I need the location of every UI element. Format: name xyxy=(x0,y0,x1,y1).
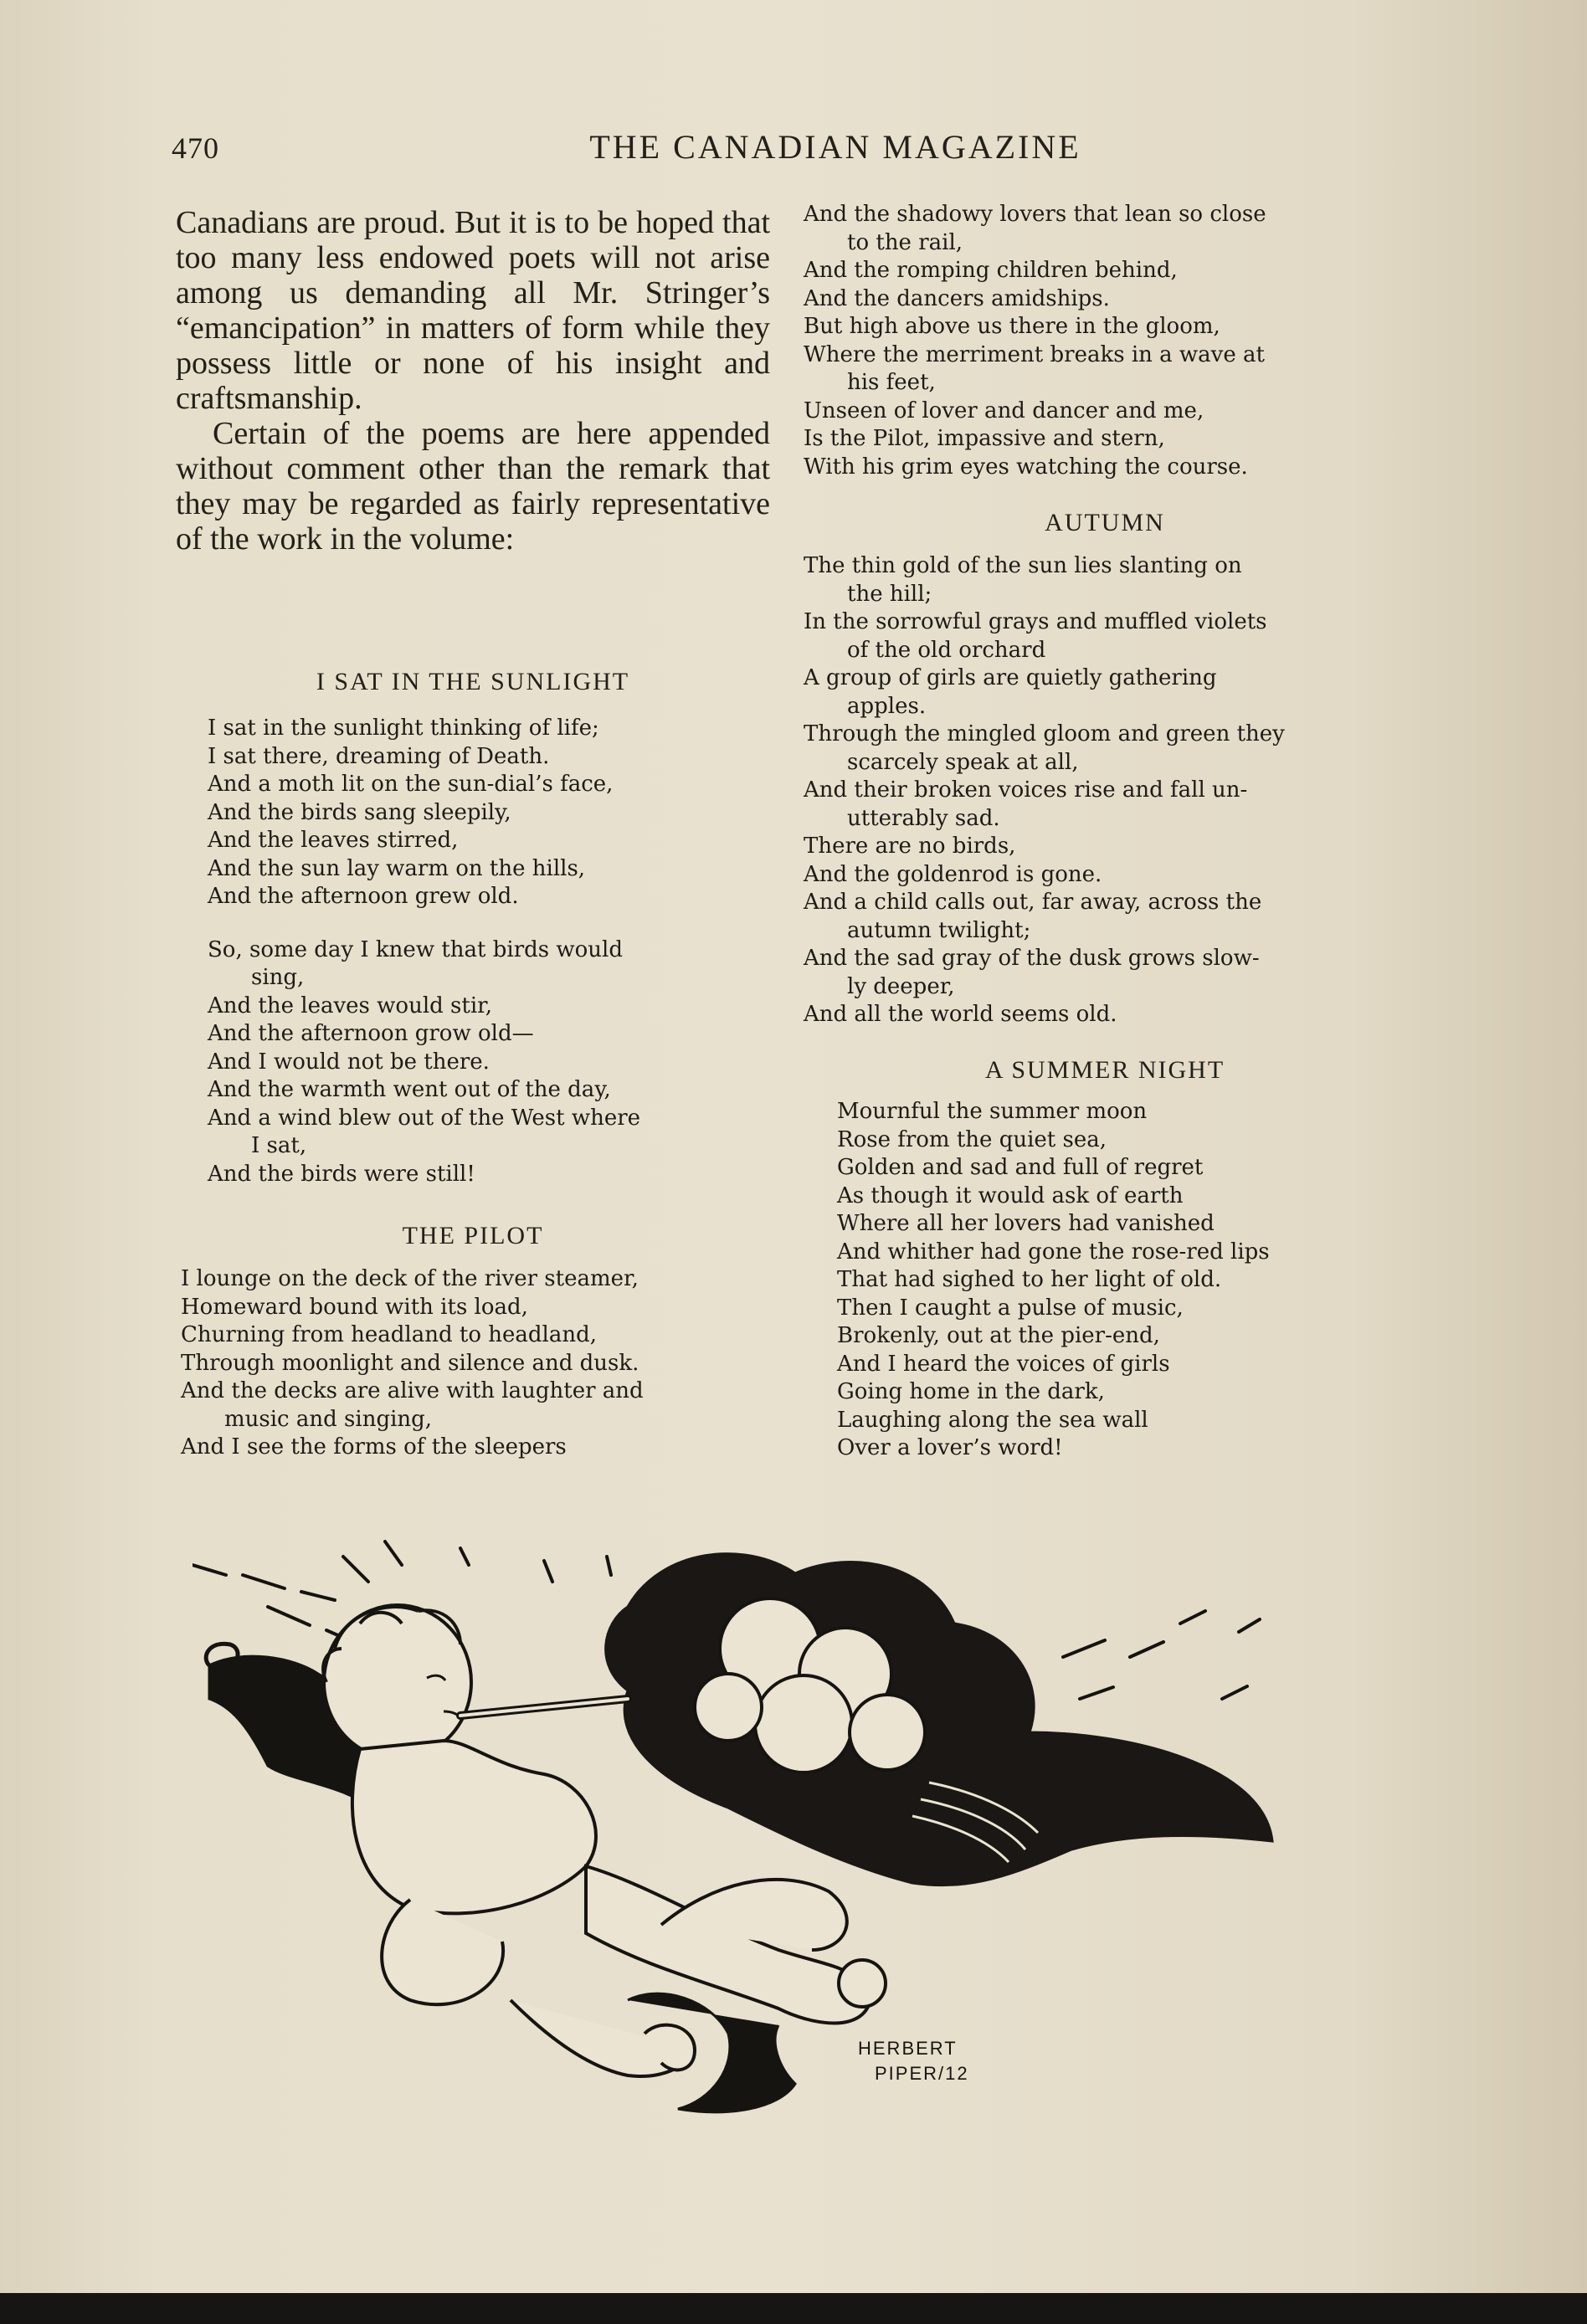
poem-pilot xyxy=(176,1222,778,1462)
poem-sunlight xyxy=(176,668,778,1188)
motion-line xyxy=(460,1548,611,1582)
poem-line: Unseen of lover and dancer and me, xyxy=(804,398,1204,423)
poem-line: And their broken voices rise and fall un- xyxy=(804,777,1248,803)
motion-line xyxy=(1063,1611,1205,1657)
poem-body-sunlight xyxy=(176,715,778,1188)
poem-line: So, some day I knew that birds would xyxy=(208,936,623,962)
poem-line: Churning from headland to headland, xyxy=(181,1322,598,1347)
poem-line: to the rail, xyxy=(847,229,963,255)
poem-summer-night xyxy=(804,1056,1406,1463)
poem-line: And I heard the voices of girls xyxy=(837,1351,1170,1377)
poem-title-sunlight: I SAT IN THE SUNLIGHT xyxy=(316,668,630,695)
poem-line: Golden and sad and full of regret xyxy=(837,1155,1204,1180)
poem-line: ly deeper, xyxy=(847,973,955,999)
poem-line: And a child calls out, far away, across the xyxy=(804,890,1262,915)
running-head: THE CANADIAN MAGAZINE xyxy=(589,128,1081,166)
cherub-illustration xyxy=(193,1531,1281,2134)
poem-pilot-continued xyxy=(804,201,1406,481)
poem-line: And the shadowy lovers that lean so close xyxy=(804,202,1266,227)
poem-line: autumn twilight; xyxy=(847,917,1031,943)
artist-signature: HERBERT xyxy=(858,2038,958,2059)
poem-body-pilot-continued xyxy=(804,201,1406,481)
poem-title-summer: A SUMMER NIGHT xyxy=(984,1056,1225,1084)
poem-line: his feet, xyxy=(847,370,936,395)
poem-line: Mournful the summer moon xyxy=(837,1099,1148,1124)
motion-line xyxy=(343,1542,402,1582)
poem-line: Through the mingled gloom and green they xyxy=(804,721,1285,746)
poem-line: sing, xyxy=(251,965,305,990)
scan-bottom-edge xyxy=(0,2293,1587,2324)
poem-line: In the sorrowful grays and muffled violets xyxy=(804,609,1267,634)
poem-body-autumn xyxy=(804,552,1406,1029)
poem-line: I sat in the sunlight thinking of life; xyxy=(208,716,599,741)
prose-paragraph-1: Canadians are proud. But it is to be hoped that too many less endowed poets will not arise among us demanding all Mr. Stringer’s “emancipation” in matters of form while they possess little or none of his insight and craftsmanship. xyxy=(176,205,770,416)
poem-line: Where all her lovers had vanished xyxy=(837,1211,1215,1236)
poem-line: And the decks are alive with laughter and xyxy=(181,1378,644,1403)
poem-line: scarcely speak at all, xyxy=(847,749,1079,775)
poem-line: And the birds sang sleepily, xyxy=(208,799,511,825)
poem-line: And a wind blew out of the West where xyxy=(208,1105,641,1131)
poem-line: utterably sad. xyxy=(847,805,1000,831)
poem-line: Over a lover’s word! xyxy=(837,1435,1063,1460)
poem-line: And all the world seems old. xyxy=(804,1002,1117,1027)
artist-signature-2: PIPER/12 xyxy=(875,2063,969,2084)
poem-line: And the sun lay warm on the hills, xyxy=(208,855,586,881)
poem-line: There are no birds, xyxy=(804,834,1016,859)
poem-line: the hill; xyxy=(847,581,932,607)
review-prose xyxy=(176,205,770,557)
poem-line: And the goldenrod is gone. xyxy=(804,861,1102,887)
poem-line: And the afternoon grow old— xyxy=(208,1021,534,1046)
poem-title-pilot: THE PILOT xyxy=(402,1222,544,1249)
poem-line: And the leaves would stir, xyxy=(208,993,492,1018)
poem-line: I sat, xyxy=(251,1133,307,1158)
page-number: 470 xyxy=(172,131,219,165)
poem-line: And the warmth went out of the day, xyxy=(208,1077,611,1102)
poem-line: apples. xyxy=(847,693,927,719)
poem-line: Laughing along the sea wall xyxy=(837,1407,1148,1433)
poem-line: music and singing, xyxy=(224,1406,433,1432)
poem-line: And the sad gray of the dusk grows slow- xyxy=(804,946,1260,971)
poem-line: As though it would ask of earth xyxy=(837,1183,1184,1208)
poem-line: Is the Pilot, impassive and stern, xyxy=(804,426,1165,451)
poem-line: The thin gold of the sun lies slanting on xyxy=(804,553,1242,578)
poem-line: And the leaves stirred, xyxy=(208,828,459,853)
poem-line: And the afternoon grew old. xyxy=(208,884,519,909)
poem-line: And whither had gone the rose-red lips xyxy=(837,1239,1270,1265)
motion-line xyxy=(193,1565,335,1600)
poem-body-pilot xyxy=(176,1265,778,1462)
poem-line: A group of girls are quietly gathering xyxy=(804,665,1217,690)
pipe-highlight xyxy=(460,1699,628,1716)
poem-line: I lounge on the deck of the river steamer, xyxy=(181,1266,639,1291)
poem-line: That had sighed to her light of old. xyxy=(837,1267,1222,1292)
poem-line: I sat there, dreaming of Death. xyxy=(208,743,550,769)
poem-line: of the old orchard xyxy=(847,637,1046,663)
poem-line: Where the merriment breaks in a wave at xyxy=(804,341,1265,367)
poem-line: And I see the forms of the sleepers xyxy=(181,1434,567,1460)
poem-line: With his grim eyes watching the course. xyxy=(804,454,1248,480)
poem-line: Brokenly, out at the pier-end, xyxy=(837,1323,1160,1348)
prose-paragraph-2: Certain of the poems are here appended without comment other than the remark that they may be regarded as fairly representative of the work in the volume: xyxy=(176,416,770,557)
poem-line: Going home in the dark, xyxy=(837,1379,1105,1404)
poem-line: But high above us there in the gloom, xyxy=(804,314,1220,339)
poem-line: And the dancers amidships. xyxy=(804,285,1110,311)
stanza-gap xyxy=(208,911,778,936)
motion-line xyxy=(1080,1619,1260,1699)
poem-autumn xyxy=(804,509,1406,1029)
poem-line: Through moonlight and silence and dusk. xyxy=(181,1350,639,1376)
poem-title-autumn: AUTUMN xyxy=(1045,509,1165,536)
poem-body-summer xyxy=(804,1098,1406,1463)
poem-line: And the romping children behind, xyxy=(804,258,1178,283)
poem-line: And the birds were still! xyxy=(208,1161,475,1187)
poem-line: And I would not be there. xyxy=(208,1049,490,1075)
poem-line: Rose from the quiet sea, xyxy=(837,1126,1107,1152)
poem-line: Homeward bound with its load, xyxy=(181,1294,528,1320)
poem-line: And a moth lit on the sun-dial’s face, xyxy=(208,772,614,797)
poem-line: Then I caught a pulse of music, xyxy=(837,1295,1184,1321)
